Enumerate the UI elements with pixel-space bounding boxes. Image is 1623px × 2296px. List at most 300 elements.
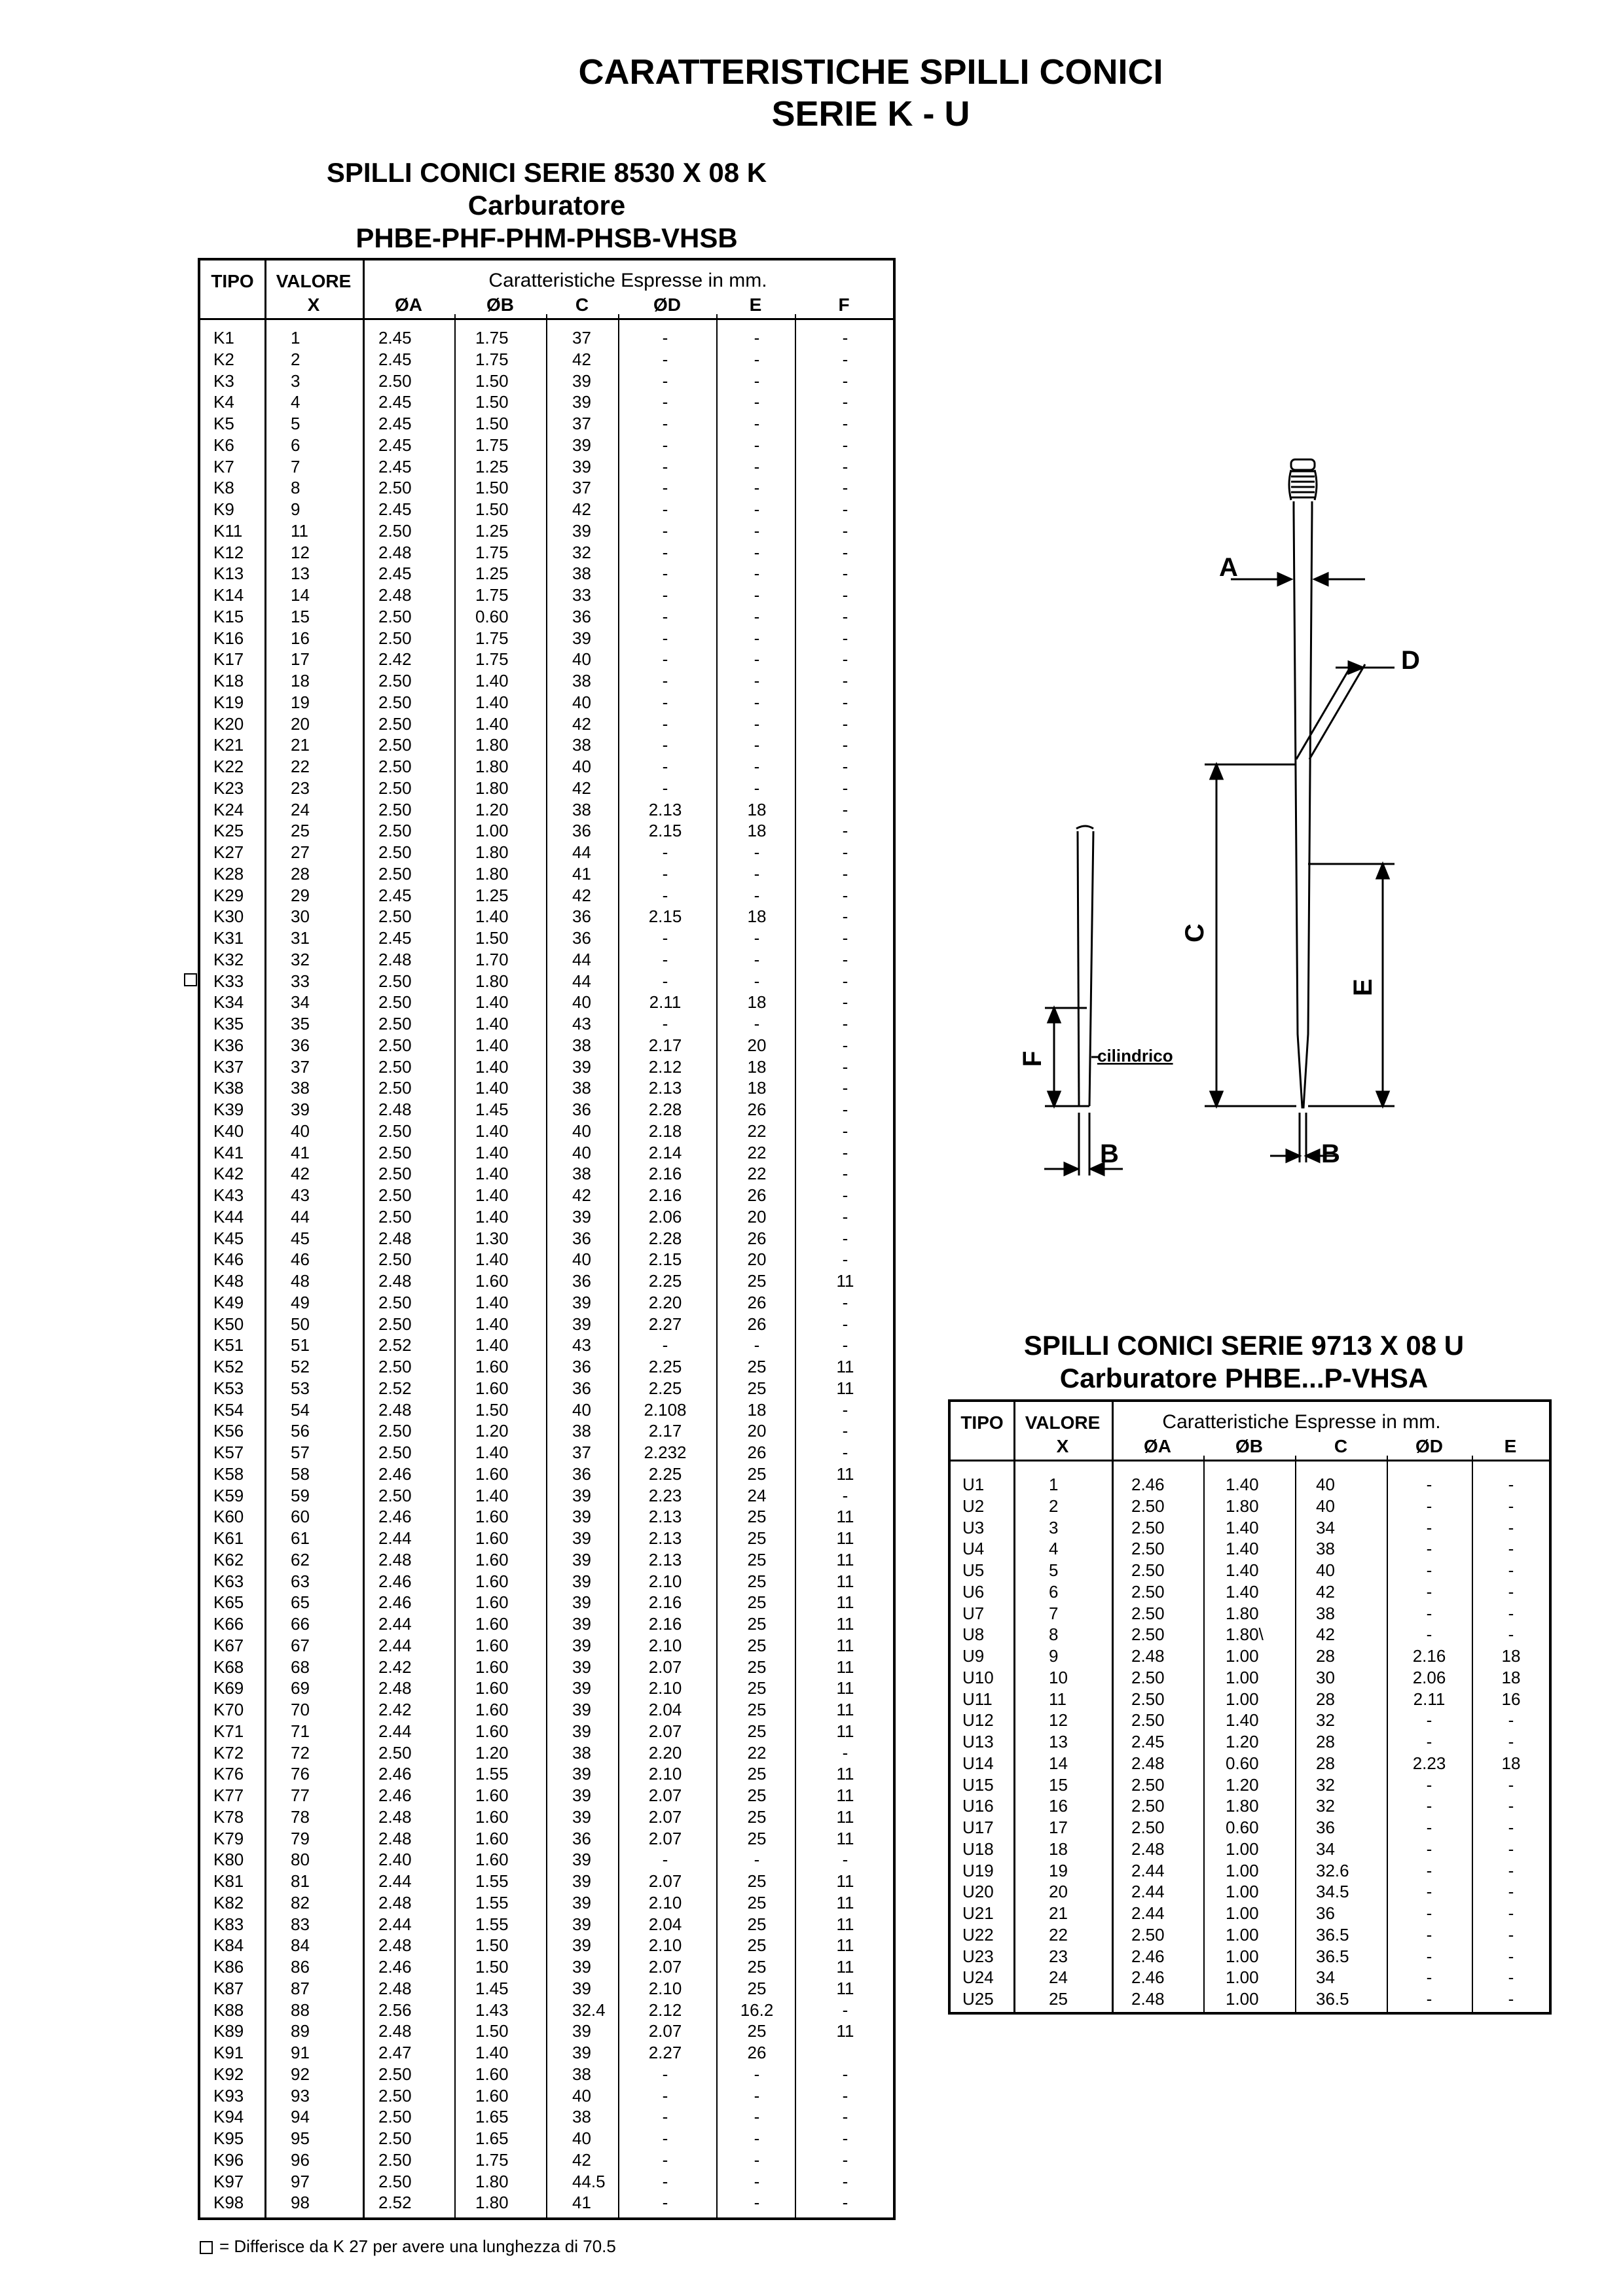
k-table-cell: 2.50	[378, 971, 412, 991]
k-table-cell: -	[754, 671, 760, 691]
k-table-cell: 39	[572, 1528, 591, 1548]
k-table-cell: -	[842, 1228, 848, 1248]
k-table-row	[200, 1956, 893, 1978]
k-table-row	[200, 1849, 893, 1871]
u-table-cell: 36.5	[1316, 1946, 1349, 1966]
k-table-cell: 2.50	[378, 992, 412, 1013]
k-table-cell: 2.12	[648, 1056, 682, 1077]
k-table-row	[200, 1613, 893, 1635]
k-table-cell: 1.40	[475, 1014, 509, 1033]
k-table-row	[200, 1314, 893, 1335]
k-table-cell: 1.60	[475, 1700, 509, 1719]
k-table-cell: 25	[747, 1721, 767, 1741]
k-table-cell: 2.46	[378, 1463, 412, 1484]
k-table-cell: K91	[213, 2043, 244, 2062]
k-table-cell: -	[754, 778, 760, 798]
k-table-cell: 2.48	[378, 1828, 412, 1848]
u-table-row	[951, 1839, 1549, 1860]
k-table-cell: 23	[291, 778, 310, 798]
k-table-cell: -	[842, 1078, 848, 1098]
k-table-cell: 1.60	[475, 1463, 509, 1484]
u-table-cell: U21	[962, 1903, 994, 1923]
k-table-cell: 2.48	[378, 1806, 412, 1827]
page-title: CARATTERISTICHE SPILLI CONICI	[578, 52, 1163, 92]
k-table-cell: 11	[836, 1528, 854, 1548]
k-table-cell: -	[842, 842, 848, 862]
u-table-cell: 2.44	[1131, 1860, 1165, 1880]
k-table-cell: 1.80	[475, 2193, 509, 2213]
needle-diagram	[1008, 445, 1453, 1198]
k-table-row	[200, 1485, 893, 1507]
k-table-cell: 11	[836, 1871, 854, 1891]
k-table-cell: K24	[213, 799, 244, 819]
k-col-c: C	[575, 295, 589, 315]
k-table-cell: -	[754, 2193, 760, 2213]
k-table-cell: 1.45	[475, 1978, 509, 1998]
k-table-cell: 1.50	[475, 1957, 509, 1977]
k-table-cell: 40	[572, 1399, 591, 1420]
k-table-row	[200, 2064, 893, 2085]
k-table-cell: K23	[213, 778, 244, 798]
k-table-cell: 1.40	[475, 713, 509, 734]
k-table-cell: 32	[572, 542, 591, 562]
k-table-cell: 11	[836, 1764, 854, 1784]
k-table-cell: -	[754, 949, 760, 969]
k-table-row	[200, 927, 893, 949]
k-table-cell: 2.10	[648, 1978, 682, 1998]
k-table-cell: 25	[747, 1678, 767, 1698]
u-table-cell: 1.00	[1226, 1924, 1259, 1945]
k-table-cell: 2.16	[648, 1614, 682, 1634]
k-table-cell: 2.50	[378, 478, 412, 498]
k-table-cell: 17	[291, 649, 310, 670]
k-table-cell: 38	[291, 1078, 310, 1098]
k-table-cell: 25	[747, 1507, 767, 1527]
k-table-cell: 15	[291, 606, 310, 626]
k-table-cell: -	[754, 757, 760, 776]
u-table-cell: -	[1508, 1496, 1514, 1516]
k-table-cell: 2.07	[648, 1828, 682, 1848]
k-table-cell: K97	[213, 2171, 244, 2191]
k-table-cell: 39	[572, 1957, 591, 1977]
k-table-cell: K63	[213, 1571, 244, 1591]
u-table-cell: 17	[1049, 1818, 1068, 1837]
k-table-row	[200, 1549, 893, 1571]
k-table-cell: -	[662, 328, 668, 348]
u-table-row	[951, 1903, 1549, 1924]
k-table-cell: -	[662, 1014, 668, 1033]
u-table-cell: U22	[962, 1924, 994, 1945]
k-table-cell: 2.44	[378, 1614, 412, 1634]
k-table-cell: -	[662, 671, 668, 691]
k-table-cell: 1.40	[475, 1035, 509, 1055]
k-table-cell: -	[662, 520, 668, 541]
k-col-b: ØB	[486, 295, 514, 315]
k-table-cell: 2.48	[378, 1892, 412, 1912]
k-table-row	[200, 1442, 893, 1463]
u-table-row	[951, 1560, 1549, 1581]
u-table-cell: 18	[1501, 1667, 1521, 1687]
k-table-cell: 2.46	[378, 1764, 412, 1784]
k-table-cell: 39	[572, 1314, 591, 1334]
k-table-cell: K67	[213, 1635, 244, 1655]
k-table-cell: K82	[213, 1892, 244, 1912]
k-table-cell: K38	[213, 1078, 244, 1098]
k-table-cell: -	[662, 1850, 668, 1870]
k-table-cell: K9	[213, 499, 234, 519]
k-table-cell: -	[754, 435, 760, 455]
k-table-cell: 44	[572, 842, 591, 862]
k-table-cell: 1.25	[475, 520, 509, 541]
u-table-cell: 20	[1049, 1882, 1068, 1902]
k-table-cell: 2.47	[378, 2043, 412, 2062]
k-table-cell: -	[842, 1443, 848, 1462]
u-table-cell: 5	[1049, 1560, 1059, 1580]
u-table-cell: 2.50	[1131, 1818, 1165, 1837]
k-table-cell: 25	[747, 1871, 767, 1891]
k-col-a: ØA	[395, 295, 422, 315]
k-table-cell: -	[754, 392, 760, 412]
k-table-cell: -	[754, 735, 760, 755]
k-series-table	[198, 258, 896, 2220]
k-table-cell: 22	[747, 1121, 767, 1141]
k-table-row	[200, 563, 893, 584]
k-table-cell: -	[842, 1314, 848, 1334]
k-table-cell: 2.50	[378, 757, 412, 776]
u-table-row	[951, 1924, 1549, 1946]
k-table-cell: 1.60	[475, 1507, 509, 1527]
k-table-cell: 2.20	[648, 1292, 682, 1312]
k-table-cell: -	[842, 2000, 848, 2020]
k-table-cell: 1.40	[475, 1164, 509, 1184]
k-table-cell: 39	[572, 1571, 591, 1591]
k-table-cell: 1.55	[475, 1892, 509, 1912]
k-table-cell: -	[662, 842, 668, 862]
k-table-cell: 22	[291, 757, 310, 776]
k-table-cell: -	[842, 971, 848, 991]
k-table-cell: -	[662, 456, 668, 476]
k-table-row	[200, 670, 893, 692]
u-table-row	[951, 1795, 1549, 1817]
k-table-cell: 2.48	[378, 585, 412, 605]
k-table-cell: 43	[572, 1335, 591, 1355]
k-table-cell: -	[842, 564, 848, 584]
k-table-row	[200, 1292, 893, 1314]
u-table-cell: -	[1426, 1796, 1432, 1816]
u-table-row	[951, 1946, 1549, 1967]
k-table-cell: 26	[747, 1292, 767, 1312]
k-table-cell: 39	[572, 2021, 591, 2041]
k-col-x: X	[307, 295, 320, 315]
k-table-row	[200, 1763, 893, 1785]
k-table-cell: 38	[572, 1421, 591, 1441]
k-table-cell: 25	[747, 1700, 767, 1719]
k-table-cell: 44	[572, 971, 591, 991]
dim-label-e: E	[1349, 978, 1377, 996]
k-table-row	[200, 1528, 893, 1549]
k-table-cell: K17	[213, 649, 244, 670]
k-table-cell: 2.27	[648, 1314, 682, 1334]
k-table-row	[200, 542, 893, 564]
k-table-cell: 2.10	[648, 1571, 682, 1591]
k-table-cell: K39	[213, 1100, 244, 1119]
k-table-row	[200, 1871, 893, 1892]
k-table-cell: -	[662, 2149, 668, 2170]
u-table-cell: 1.00	[1226, 1946, 1259, 1966]
k-table-cell: -	[842, 1335, 848, 1355]
k-table-cell: 1.70	[475, 949, 509, 969]
k-table-cell: 70	[291, 1700, 310, 1719]
k-table-row	[200, 1077, 893, 1099]
k-table-cell: -	[842, 392, 848, 412]
k-table-row	[200, 2085, 893, 2107]
u-table-cell: 14	[1049, 1753, 1068, 1773]
k-table-cell: 1.60	[475, 1785, 509, 1805]
u-table-cell: 1.80\	[1226, 1624, 1264, 1645]
k-table-cell: 51	[291, 1335, 310, 1355]
k-table-cell: 41	[291, 1142, 310, 1162]
k-table-cell: -	[754, 1335, 760, 1355]
u-table-cell: 2.46	[1131, 1967, 1165, 1988]
k-table-cell: 2.45	[378, 885, 412, 905]
u-col-d: ØD	[1415, 1436, 1443, 1456]
k-table-cell: 26	[747, 1100, 767, 1119]
k-table-cell: 1.55	[475, 1914, 509, 1934]
k-table-cell: 63	[291, 1571, 310, 1591]
k-table-cell: 18	[747, 992, 767, 1013]
k-table-cell: -	[842, 456, 848, 476]
u-table-cell: 2.50	[1131, 1517, 1165, 1537]
k-table-cell: 11	[836, 1892, 854, 1912]
k-table-cell: 1.40	[475, 992, 509, 1013]
k-table-cell: 1.30	[475, 1228, 509, 1248]
u-table-cell: -	[1426, 1560, 1432, 1580]
k-table-cell: 11	[836, 1463, 854, 1484]
u-table-cell: -	[1426, 1774, 1432, 1795]
k-table-cell: 11	[836, 1657, 854, 1677]
k-table-cell: 2.50	[378, 735, 412, 755]
k-table-cell: 2.46	[378, 1507, 412, 1527]
k-table-row	[200, 1420, 893, 1442]
k-table-cell: 1.80	[475, 842, 509, 862]
k-table-cell: 2.50	[378, 842, 412, 862]
u-table-cell: -	[1508, 1774, 1514, 1795]
k-table-cell: -	[662, 949, 668, 969]
u-table-cell: -	[1508, 1967, 1514, 1988]
k-table-cell: K14	[213, 585, 244, 605]
k-table-cell: -	[842, 349, 848, 369]
k-table-cell: 22	[747, 1742, 767, 1763]
k-table-cell: 16.2	[740, 2000, 774, 2020]
k-table-row	[200, 477, 893, 499]
k-table-cell: -	[662, 499, 668, 519]
k-table-cell: 42	[572, 778, 591, 798]
k-table-cell: 13	[291, 564, 310, 584]
k-table-cell: 40	[572, 2085, 591, 2106]
k-table-cell: 18	[747, 799, 767, 819]
k-table-cell: 1.60	[475, 1614, 509, 1634]
k-table-cell: 2.45	[378, 392, 412, 412]
k-table-cell: 2.50	[378, 2064, 412, 2084]
k-table-cell: 39	[572, 1892, 591, 1912]
u-table-cell: 18	[1501, 1646, 1521, 1666]
dim-label-c: C	[1180, 924, 1209, 942]
k-table-cell: 2.46	[378, 1571, 412, 1591]
u-table-cell: U24	[962, 1967, 994, 1988]
k-table-cell: K35	[213, 1014, 244, 1033]
k-table-cell: 18	[291, 671, 310, 691]
u-table-cell: -	[1508, 1603, 1514, 1623]
u-table-cell: 1.40	[1226, 1475, 1259, 1494]
k-table-cell: 2.45	[378, 564, 412, 584]
k-table-cell: 80	[291, 1850, 310, 1870]
k-table-row	[200, 2128, 893, 2149]
k-table-cell: 1.60	[475, 2064, 509, 2084]
k-table-cell: 1.80	[475, 863, 509, 884]
k-table-cell: 39	[572, 1935, 591, 1956]
k-table-row	[200, 499, 893, 520]
k-table-cell: 1.00	[475, 821, 509, 841]
k-table-cell: 20	[291, 713, 310, 734]
u-table-cell: 1.40	[1226, 1710, 1259, 1731]
k-table-row	[200, 1249, 893, 1270]
k-table-cell: -	[662, 2171, 668, 2191]
k-table-cell: K31	[213, 928, 244, 948]
u-table-cell: 36.5	[1316, 1989, 1349, 2009]
k-table-cell: 86	[291, 1957, 310, 1977]
k-table-cell: 2.16	[648, 1164, 682, 1184]
k-table-cell: K79	[213, 1828, 244, 1848]
u-table-cell: 7	[1049, 1603, 1059, 1623]
k-table-cell: K12	[213, 542, 244, 562]
k-table-cell: 1.80	[475, 735, 509, 755]
k-table-cell: K43	[213, 1185, 244, 1205]
k-table-cell: 1.40	[475, 1142, 509, 1162]
k-table-cell: 2.17	[648, 1035, 682, 1055]
k-table-cell: 39	[572, 1871, 591, 1891]
k-table-cell: 39	[572, 435, 591, 455]
k-table-cell: K95	[213, 2128, 244, 2148]
k-table-cell: -	[754, 2171, 760, 2191]
k-table-cell: 2.50	[378, 671, 412, 691]
k-table-cell: 28	[291, 863, 310, 884]
k-table-cell: 25	[747, 1892, 767, 1912]
k-table-cell: 39	[572, 1721, 591, 1741]
k-table-cell: 1.43	[475, 2000, 509, 2020]
k-table-row	[200, 1657, 893, 1678]
k-table-cell: 2.108	[644, 1399, 687, 1420]
k-table-cell: -	[662, 564, 668, 584]
k-table-cell: K7	[213, 456, 234, 476]
k-table-cell: 43	[291, 1185, 310, 1205]
k-table-cell: -	[842, 778, 848, 798]
k-table-row	[200, 1635, 893, 1657]
k-table-cell: -	[842, 1100, 848, 1119]
u-table-cell: 32	[1316, 1796, 1335, 1816]
k-table-cell: 79	[291, 1828, 310, 1848]
u-table-cell: 2.23	[1412, 1753, 1446, 1773]
k-table-cell: 92	[291, 2064, 310, 2084]
k-table-cell: -	[842, 2171, 848, 2191]
k-table-cell: 39	[572, 1485, 591, 1505]
u-table-cell: -	[1426, 1496, 1432, 1516]
k-table-cell: 38	[572, 1078, 591, 1098]
k-table-cell: 40	[572, 1121, 591, 1141]
k-table-cell: K89	[213, 2021, 244, 2041]
k-table-cell: 39	[572, 628, 591, 648]
k-table-cell: 38	[572, 564, 591, 584]
k-table-cell: -	[842, 1014, 848, 1033]
k-table-cell: 1.40	[475, 1335, 509, 1355]
k-table-cell: -	[754, 606, 760, 626]
k-series-heading: SPILLI CONICI SERIE 8530 X 08 K	[326, 157, 767, 188]
k-table-cell: 2.46	[378, 1592, 412, 1613]
u-table-cell: U10	[962, 1667, 994, 1687]
k-table-cell: 1.75	[475, 2149, 509, 2170]
u-table-cell: 21	[1049, 1903, 1068, 1923]
k-table-row	[200, 820, 893, 842]
k-table-cell: -	[842, 1485, 848, 1505]
k-table-cell: -	[754, 2107, 760, 2127]
k-table-cell: 11	[836, 1785, 854, 1805]
k-table-row	[200, 906, 893, 927]
k-table-cell: 93	[291, 2085, 310, 2106]
k-table-cell: 40	[572, 2128, 591, 2148]
k-table-cell: K51	[213, 1335, 244, 1355]
u-col-e: E	[1504, 1436, 1517, 1456]
k-table-cell: 2.10	[648, 1764, 682, 1784]
k-table-cell: 11	[836, 1700, 854, 1719]
k-table-cell: -	[842, 435, 848, 455]
k-table-cell: -	[842, 2064, 848, 2084]
k-table-row	[200, 971, 893, 992]
k-table-cell: -	[842, 1249, 848, 1270]
k-table-cell: 61	[291, 1528, 310, 1548]
u-table-cell: -	[1426, 1989, 1432, 2009]
k-table-cell: 1.40	[475, 1443, 509, 1462]
u-table-row	[951, 1603, 1549, 1624]
k-table-cell: K66	[213, 1614, 244, 1634]
k-table-cell: 2.13	[648, 1507, 682, 1527]
k-table-cell: 26	[747, 1314, 767, 1334]
k-table-cell: 26	[747, 1228, 767, 1248]
u-table-cell: -	[1508, 1475, 1514, 1494]
u-table-row	[951, 1817, 1549, 1839]
k-table-cell: 38	[572, 735, 591, 755]
k-table-cell: 33	[572, 585, 591, 605]
k-table-cell: 1.40	[475, 1185, 509, 1205]
k-table-cell: 1.65	[475, 2107, 509, 2127]
k-table-row	[200, 435, 893, 456]
k-table-cell: -	[842, 735, 848, 755]
tapered-needle	[1294, 501, 1312, 1107]
k-table-cell: 1.50	[475, 499, 509, 519]
k-table-cell: K18	[213, 671, 244, 691]
k-table-cell: K87	[213, 1978, 244, 1998]
u-table-cell: 2.50	[1131, 1774, 1165, 1795]
k-table-row	[200, 756, 893, 778]
k-col-e: E	[749, 295, 762, 315]
k-series-carburetor-label: Carburatore	[467, 190, 626, 221]
u-table-cell: 2.48	[1131, 1839, 1165, 1859]
k-table-cell: K22	[213, 757, 244, 776]
k-table-cell: -	[842, 1421, 848, 1441]
u-table-cell: 16	[1049, 1796, 1068, 1816]
k-series-carburetor-models: PHBE-PHF-PHM-PHSB-VHSB	[356, 223, 738, 253]
u-table-cell: 38	[1316, 1603, 1335, 1623]
u-col-caption: Caratteristiche Espresse in mm.	[1162, 1411, 1441, 1433]
k-table-cell: 2.50	[378, 1421, 412, 1441]
